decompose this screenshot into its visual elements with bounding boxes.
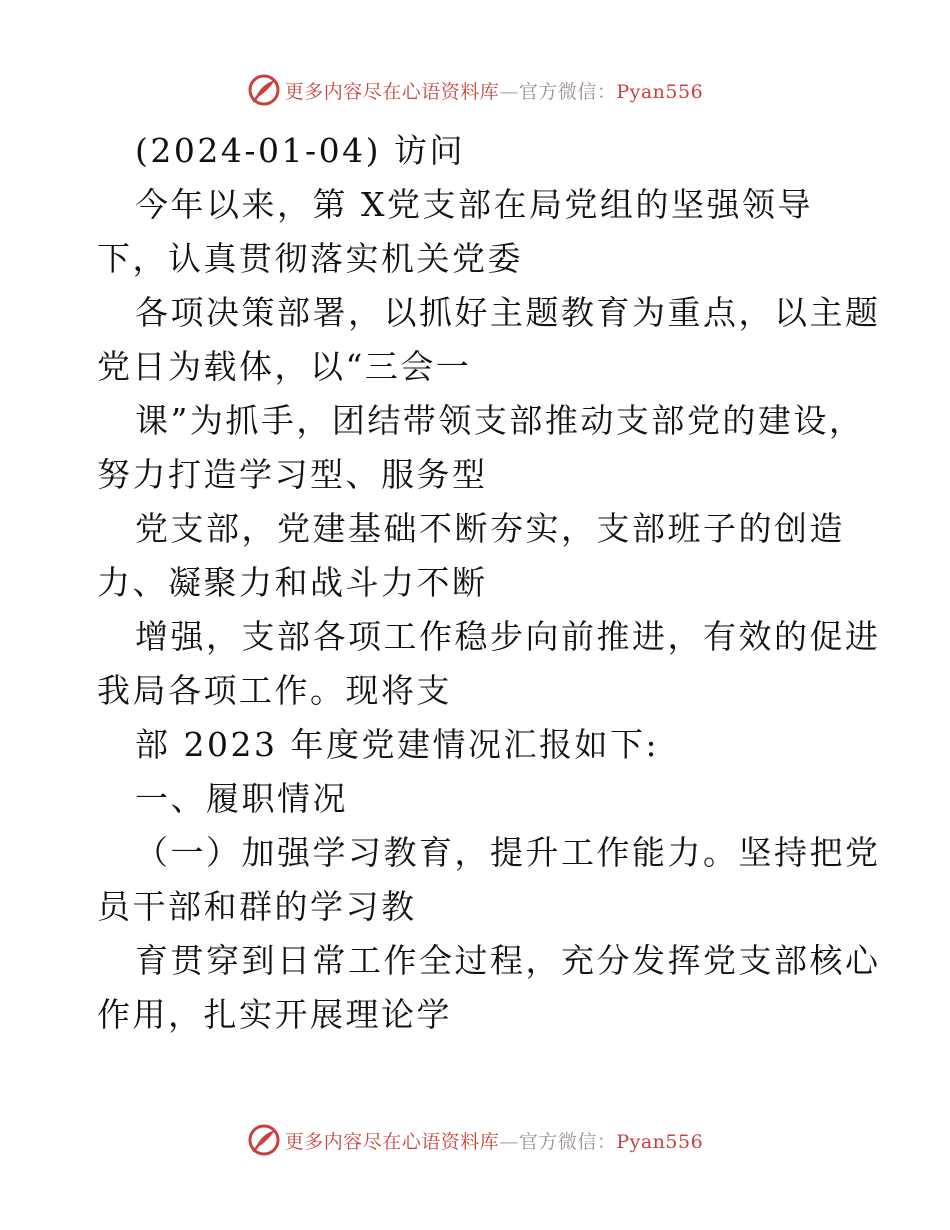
footer-watermark-dash: — xyxy=(499,1130,519,1153)
date-visit-line: (2024-01-04) 访问 xyxy=(135,131,466,170)
footer-watermark-main: 更多内容尽在心语资料库 xyxy=(284,1130,500,1153)
section-heading: 一、履职情况 xyxy=(135,779,348,818)
paragraph-line: 今年以来，第 X党支部在局党组的坚强领导 xyxy=(135,185,813,224)
footer-watermark-text xyxy=(285,1127,703,1154)
paragraph-line: 员干部和群的学习教 xyxy=(97,887,417,926)
paragraph-line: 力、凝聚力和战斗力不断 xyxy=(97,563,488,602)
paragraph-line: 我局各项工作。现将支 xyxy=(97,671,452,710)
header-watermark-dash: — xyxy=(499,80,519,103)
footer-watermark-banner xyxy=(0,1122,950,1158)
paragraph-line: 增强，支部各项工作稳步向前推进，有效的促进 xyxy=(135,617,881,656)
header-watermark-main: 更多内容尽在心语资料库 xyxy=(284,80,500,103)
header-watermark-wechat-id: Pyan556 xyxy=(616,80,704,103)
paragraph-line: 下，认真贯彻落实机关党委 xyxy=(97,239,523,278)
paragraph-line: 部 2023 年度党建情况汇报如下: xyxy=(135,725,660,764)
paragraph-line: 努力打造学习型、服务型 xyxy=(97,455,488,494)
paragraph-line: 育贯穿到日常工作全过程，充分发挥党支部核心 xyxy=(135,941,881,980)
header-watermark-wechat-label: 官方微信： xyxy=(518,80,617,103)
header-watermark-banner xyxy=(0,72,950,108)
footer-watermark-wechat-label: 官方微信： xyxy=(518,1130,617,1153)
header-watermark-text xyxy=(285,77,703,104)
feather-pen-logo-icon xyxy=(247,1123,281,1157)
footer-watermark-wechat-id: Pyan556 xyxy=(616,1130,704,1153)
paragraph-line: 课”为抓手，团结带领支部推动支部党的建设， xyxy=(135,401,865,440)
document-body xyxy=(97,124,881,1042)
paragraph-line: 党日为载体，以“三会一 xyxy=(97,347,472,386)
subsection-line: （一）加强学习教育，提升工作能力。坚持把党 xyxy=(135,833,881,872)
feather-pen-logo-icon xyxy=(247,73,281,107)
paragraph-line: 作用，扎实开展理论学 xyxy=(97,995,452,1034)
paragraph-line: 党支部，党建基础不断夯实，支部班子的创造 xyxy=(135,509,845,548)
paragraph-line: 各项决策部署，以抓好主题教育为重点，以主题 xyxy=(135,293,881,332)
